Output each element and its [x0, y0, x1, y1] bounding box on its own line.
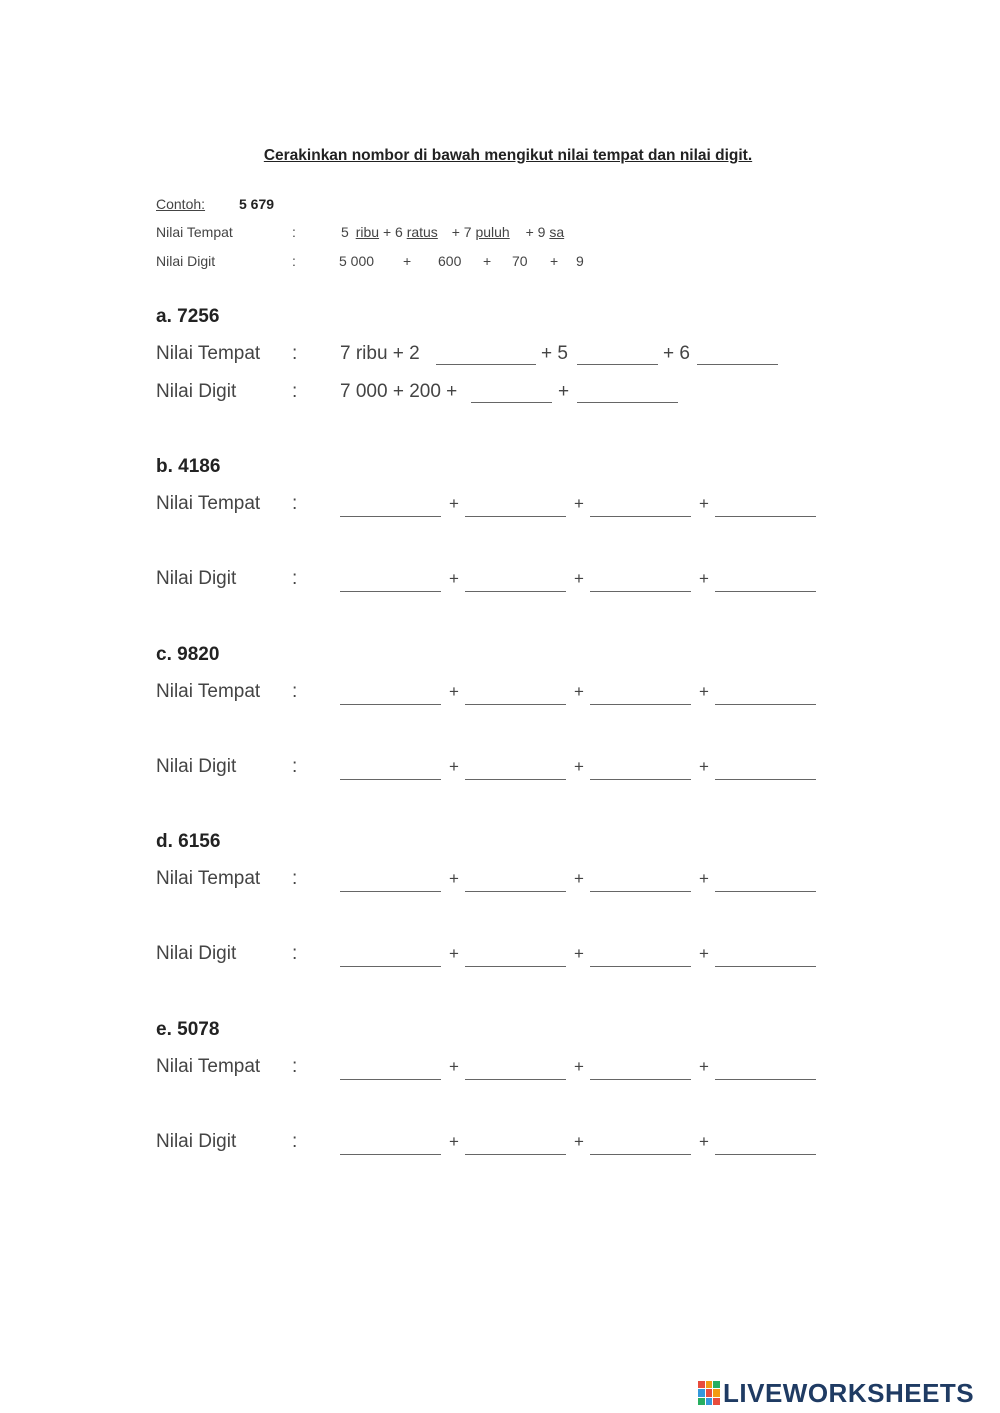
colon: : — [292, 1056, 298, 1077]
answer-blank — [340, 704, 441, 705]
example-digit-term: 600 — [438, 253, 462, 269]
answer-blank — [465, 1079, 566, 1080]
answer-input-c-tempat-2[interactable] — [465, 678, 566, 704]
answer-input-c-tempat-3[interactable] — [590, 678, 691, 704]
answer-input-d-digit-3[interactable] — [590, 940, 691, 966]
plus-sign: + — [574, 944, 584, 963]
answer-input-e-tempat-2[interactable] — [465, 1053, 566, 1079]
plus-sign: + — [449, 944, 459, 963]
example-unit: ribu — [355, 224, 380, 240]
answer-blank — [340, 1079, 441, 1080]
answer-input-a-digit-1[interactable] — [471, 376, 552, 402]
answer-input-a-tempat-1[interactable] — [436, 338, 536, 364]
answer-blank — [590, 591, 691, 592]
plus-sign: + — [574, 869, 584, 888]
answer-blank — [590, 966, 691, 967]
colon: : — [292, 493, 298, 514]
question-heading-d: d. 6156 — [156, 831, 221, 852]
answer-blank — [697, 364, 778, 365]
nilai-tempat-label: Nilai Tempat — [156, 1056, 261, 1077]
answer-input-c-digit-1[interactable] — [340, 753, 441, 779]
answer-blank — [715, 966, 816, 967]
liveworksheets-logo — [698, 1377, 975, 1408]
nilai-digit-label: Nilai Digit — [156, 756, 237, 777]
plus-sign: + — [449, 869, 459, 888]
answer-input-d-digit-4[interactable] — [715, 940, 816, 966]
answer-input-a-tempat-2[interactable] — [577, 338, 658, 364]
plus-sign: + — [574, 1132, 584, 1151]
answer-input-c-tempat-1[interactable] — [340, 678, 441, 704]
plus-sign: + — [449, 1132, 459, 1151]
answer-input-e-digit-1[interactable] — [340, 1128, 441, 1154]
plus-sign: + — [699, 569, 709, 588]
plus-sign: + — [699, 757, 709, 776]
answer-input-b-digit-3[interactable] — [590, 565, 691, 591]
answer-blank — [715, 1154, 816, 1155]
colon: : — [292, 1131, 298, 1152]
example-label: Contoh: — [156, 196, 206, 212]
plus-sign: + — [449, 757, 459, 776]
answer-blank — [465, 891, 566, 892]
answer-input-c-digit-2[interactable] — [465, 753, 566, 779]
answer-input-d-digit-1[interactable] — [340, 940, 441, 966]
plus-sign: + — [449, 569, 459, 588]
colon: : — [292, 681, 298, 702]
plus-sign: + — [699, 682, 709, 701]
example-term: + 9 — [525, 224, 546, 240]
example-tempat-expression — [341, 224, 564, 240]
answer-blank — [340, 1154, 441, 1155]
example-tempat-label: Nilai Tempat — [156, 224, 233, 240]
colon: : — [292, 568, 298, 589]
colon: : — [292, 343, 298, 364]
plus-sign: + — [699, 1057, 709, 1076]
answer-blank — [465, 779, 566, 780]
answer-blank — [577, 364, 658, 365]
answer-blank — [577, 402, 678, 403]
answer-input-e-tempat-3[interactable] — [590, 1053, 691, 1079]
answer-input-b-digit-4[interactable] — [715, 565, 816, 591]
answer-blank — [590, 1079, 691, 1080]
question-a-digit-start: 7 000 + 200 + — [340, 381, 458, 402]
nilai-tempat-label: Nilai Tempat — [156, 681, 261, 702]
example-term: 5 — [341, 224, 349, 240]
plus-sign: + — [574, 1057, 584, 1076]
example-unit: puluh — [475, 224, 510, 240]
answer-input-e-digit-4[interactable] — [715, 1128, 816, 1154]
answer-input-c-digit-3[interactable] — [590, 753, 691, 779]
answer-blank — [340, 591, 441, 592]
answer-blank — [340, 966, 441, 967]
plus-sign: + — [449, 682, 459, 701]
answer-blank — [590, 704, 691, 705]
question-heading-b: b. 4186 — [156, 456, 221, 477]
logo-cubes-icon — [698, 1381, 720, 1405]
answer-blank — [340, 779, 441, 780]
answer-input-d-digit-2[interactable] — [465, 940, 566, 966]
answer-blank — [715, 591, 816, 592]
question-heading-e: e. 5078 — [156, 1019, 220, 1040]
nilai-tempat-label: Nilai Tempat — [156, 868, 261, 889]
example-unit: ratus — [406, 224, 438, 240]
example-number: 5 679 — [239, 196, 275, 212]
example-digit-term: 5 000 — [339, 253, 375, 269]
plus-sign: + — [574, 757, 584, 776]
answer-input-e-digit-3[interactable] — [590, 1128, 691, 1154]
example-term: + 6 — [382, 224, 403, 240]
answer-blank — [465, 966, 566, 967]
answer-blank — [436, 364, 536, 365]
nilai-tempat-label: Nilai Tempat — [156, 493, 261, 514]
answer-input-b-digit-2[interactable] — [465, 565, 566, 591]
example-plus: + — [483, 253, 492, 269]
answer-blank — [590, 891, 691, 892]
plus-sign: + — [699, 494, 709, 513]
answer-blank — [590, 779, 691, 780]
answer-blank — [590, 516, 691, 517]
example-digit-term: 9 — [576, 253, 584, 269]
colon: : — [292, 868, 298, 889]
example-term: + 7 — [451, 224, 472, 240]
answer-input-d-tempat-1[interactable] — [340, 865, 441, 891]
answer-input-c-digit-4[interactable] — [715, 753, 816, 779]
answer-input-b-tempat-4[interactable] — [715, 490, 816, 516]
nilai-digit-label: Nilai Digit — [156, 1131, 237, 1152]
colon: : — [292, 756, 298, 777]
answer-blank — [465, 516, 566, 517]
answer-blank — [340, 891, 441, 892]
answer-input-a-digit-2[interactable] — [577, 376, 678, 402]
colon: : — [292, 381, 298, 402]
nilai-digit-label: Nilai Digit — [156, 381, 237, 402]
question-a-tempat-start: 7 ribu + 2 — [340, 343, 420, 364]
example-colon: : — [292, 253, 296, 269]
answer-input-e-tempat-1[interactable] — [340, 1053, 441, 1079]
answer-input-e-digit-2[interactable] — [465, 1128, 566, 1154]
answer-blank — [715, 891, 816, 892]
question-heading-a: a. 7256 — [156, 306, 220, 327]
worksheet-title: Cerakinkan nombor di bawah mengikut nilai tempat dan nilai digit. — [263, 147, 753, 164]
nilai-tempat-label: Nilai Tempat — [156, 343, 261, 364]
answer-blank — [465, 704, 566, 705]
answer-input-b-tempat-1[interactable] — [340, 490, 441, 516]
answer-input-e-tempat-4[interactable] — [715, 1053, 816, 1079]
answer-blank — [465, 1154, 566, 1155]
answer-blank — [590, 1154, 691, 1155]
question-a-tempat-term: + 6 — [663, 343, 690, 364]
nilai-digit-label: Nilai Digit — [156, 568, 237, 589]
example-plus: + — [550, 253, 559, 269]
question-a-tempat-term: + 5 — [541, 343, 568, 364]
answer-input-b-digit-1[interactable] — [340, 565, 441, 591]
plus-sign: + — [574, 569, 584, 588]
plus-sign: + — [574, 494, 584, 513]
plus-sign: + — [449, 494, 459, 513]
plus-sign: + — [699, 1132, 709, 1151]
example-plus: + — [403, 253, 412, 269]
answer-blank — [471, 402, 552, 403]
answer-input-d-tempat-2[interactable] — [465, 865, 566, 891]
plus-sign: + — [558, 381, 570, 402]
answer-blank — [715, 779, 816, 780]
answer-blank — [715, 1079, 816, 1080]
plus-sign: + — [449, 1057, 459, 1076]
answer-blank — [340, 516, 441, 517]
example-digit-label: Nilai Digit — [156, 253, 216, 269]
answer-blank — [715, 516, 816, 517]
answer-input-c-tempat-4[interactable] — [715, 678, 816, 704]
answer-input-d-tempat-3[interactable] — [590, 865, 691, 891]
example-unit: sa — [549, 224, 565, 240]
plus-sign: + — [699, 869, 709, 888]
plus-sign: + — [574, 682, 584, 701]
answer-blank — [465, 591, 566, 592]
question-heading-c: c. 9820 — [156, 644, 220, 665]
answer-input-b-tempat-2[interactable] — [465, 490, 566, 516]
colon: : — [292, 943, 298, 964]
example-digit-term: 70 — [512, 253, 528, 269]
nilai-digit-label: Nilai Digit — [156, 943, 237, 964]
answer-input-b-tempat-3[interactable] — [590, 490, 691, 516]
answer-blank — [715, 704, 816, 705]
answer-input-d-tempat-4[interactable] — [715, 865, 816, 891]
plus-sign: + — [699, 944, 709, 963]
answer-input-a-tempat-3[interactable] — [697, 338, 778, 364]
logo-text: LIVEWORKSHEETS — [723, 1377, 975, 1408]
example-colon: : — [292, 224, 296, 240]
